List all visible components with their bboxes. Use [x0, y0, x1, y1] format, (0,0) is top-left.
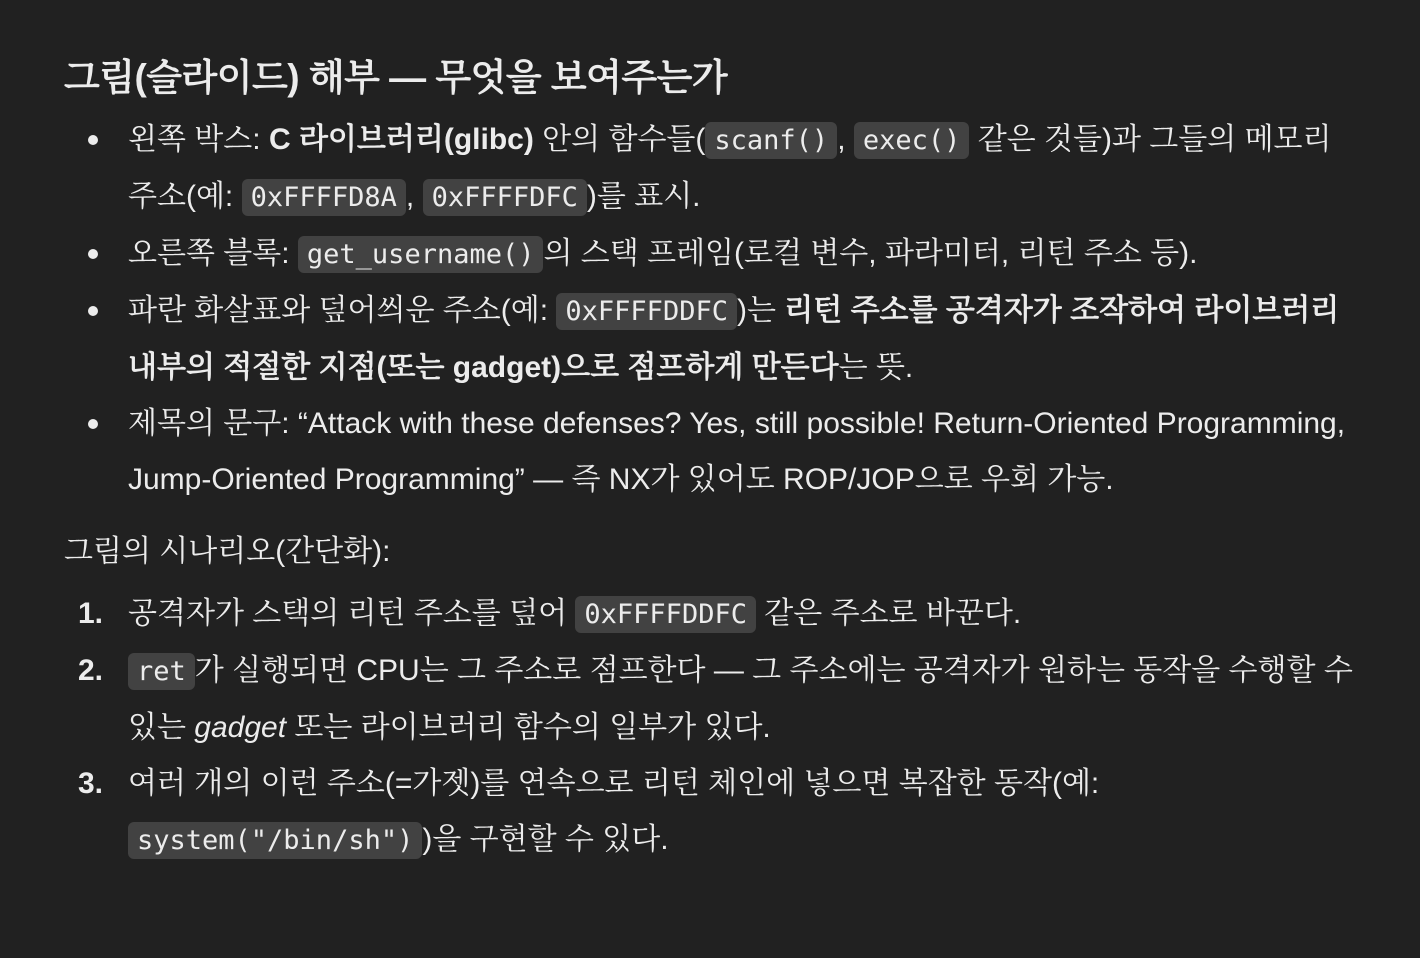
bullet-text: 제목의 문구: “Attack with these defenses? Yes, still possible! Return-Oriented Programming, Jump-Oriented Programming” — 즉 NX가 있어도 ROP/JOP으로 우회 가능.	[128, 407, 1346, 496]
inline-code: get_username()	[298, 236, 544, 273]
step-item-3	[64, 756, 1364, 869]
bullet-item-arrow	[64, 283, 1364, 396]
document	[64, 46, 1364, 869]
step-item-1	[64, 586, 1364, 643]
inline-code: 0xFFFFDFC	[423, 179, 587, 216]
bullet-dot	[88, 419, 98, 429]
inline-code: system("/bin/sh")	[128, 822, 422, 859]
inline-code: 0xFFFFDDFC	[575, 596, 756, 633]
bullet-text: ,	[405, 180, 423, 213]
bullet-text: 안의 함수들(	[533, 123, 706, 156]
bullet-text: 같은 것들)과 그들의 메모리 주소(예:	[128, 123, 1332, 213]
numbered-list	[64, 586, 1364, 869]
step-text: 또는 라이브러리 함수의 일부가 있다.	[286, 711, 771, 744]
bullet-item-title-phrase	[64, 396, 1364, 508]
bullet-text: 왼쪽 박스:	[128, 123, 269, 156]
inline-code: exec()	[854, 122, 970, 159]
step-number: 3.	[78, 767, 104, 800]
step-text: 여러 개의 이런 주소(=가젯)를 연속으로 리턴 체인에 넣으면 복잡한 동작(예:	[128, 767, 1100, 800]
step-text: 공격자가 스택의 리턴 주소를 덮어	[128, 597, 576, 630]
bullet-text: 는 뜻.	[838, 351, 914, 384]
bullet-item-stack-frame	[64, 226, 1364, 283]
bullet-dot	[88, 249, 98, 259]
step-text: 가 실행되면 CPU는 그 주소로 점프한다 — 그 주소에는 공격자가 원하는 동작을 수행할 수 있는	[128, 654, 1353, 744]
step-item-2	[64, 643, 1364, 756]
step-text: )을 구현할 수 있다.	[422, 823, 669, 856]
bullet-text: ,	[837, 123, 854, 156]
bullet-list	[64, 112, 1364, 508]
section-heading: 그림(슬라이드) 해부 — 무엇을 보여주는가	[64, 57, 728, 98]
bullet-dot	[88, 306, 98, 316]
inline-code: scanf()	[705, 122, 837, 159]
bullet-item-library	[64, 112, 1364, 226]
italic-text: gadget	[194, 711, 287, 744]
bold-text: 리턴 주소를 공격자가 조작하여 라이브러리 내부의 적절한 지점(또는 gadget)으로 점프하게 만든다	[128, 294, 1340, 384]
bullet-text: 오른쪽 블록:	[128, 237, 298, 270]
bold-text: C 라이브러리(glibc)	[268, 123, 534, 156]
bullet-text: 파란 화살표와 덮어씌운 주소(예:	[128, 294, 557, 327]
bullet-dot	[88, 135, 98, 145]
inline-code: 0xFFFFD8A	[242, 179, 406, 216]
bullet-text: 의 스택 프레임(로컬 변수, 파라미터, 리턴 주소 등).	[543, 237, 1198, 270]
scenario-intro: 그림의 시나리오(간단화):	[64, 535, 391, 568]
step-number: 1.	[78, 597, 104, 630]
step-text: 같은 주소로 바꾼다.	[755, 597, 1022, 630]
inline-code: 0xFFFFDDFC	[556, 293, 737, 330]
step-number: 2.	[78, 654, 104, 687]
inline-code: ret	[128, 653, 195, 690]
bullet-text: )는	[736, 294, 785, 327]
bullet-text: )를 표시.	[586, 180, 701, 213]
